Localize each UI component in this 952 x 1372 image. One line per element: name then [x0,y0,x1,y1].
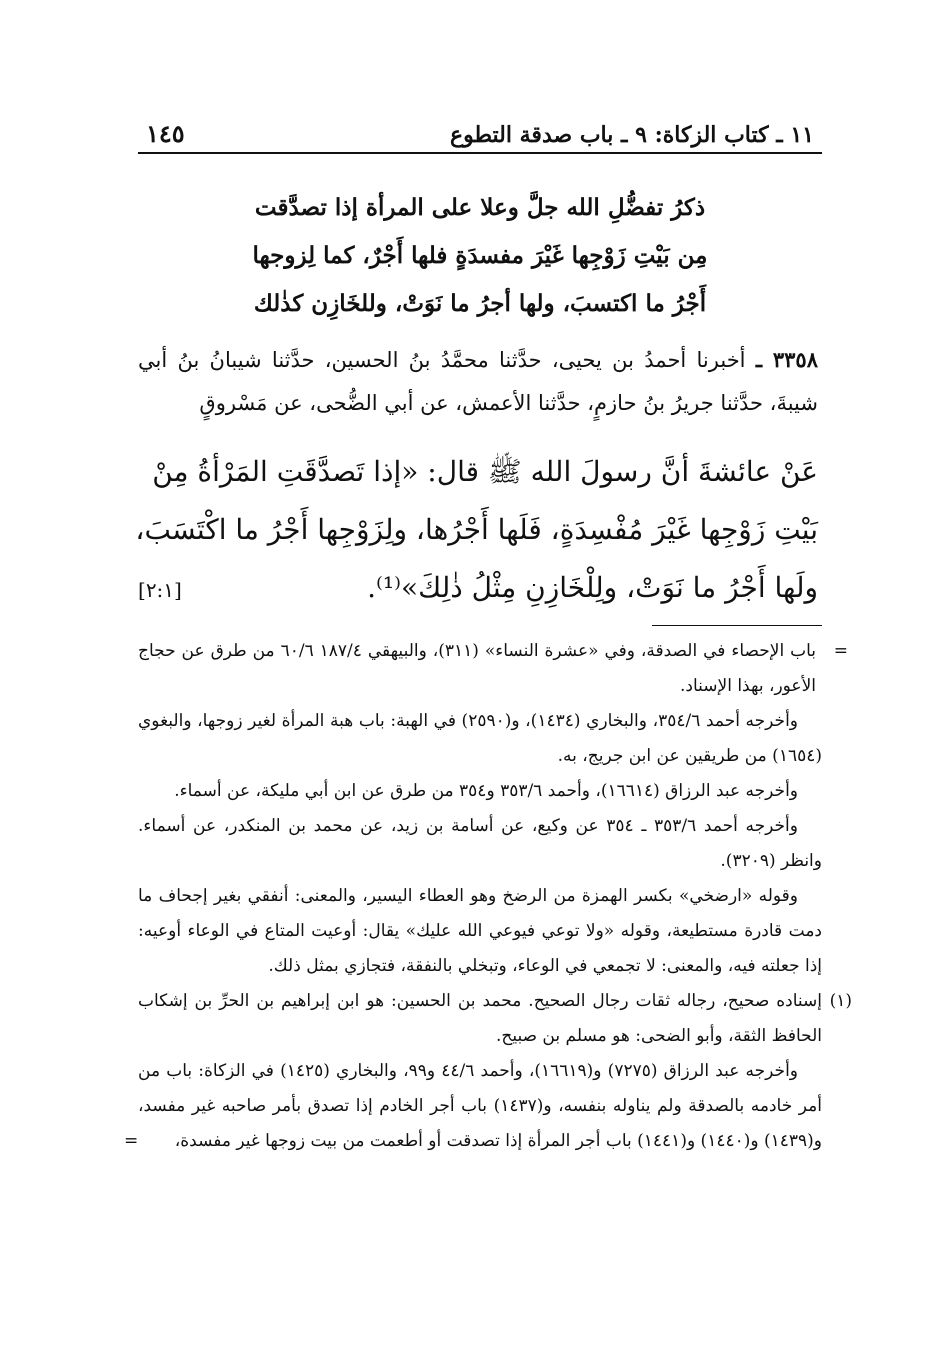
footnote-paragraph [124,1054,822,1159]
matn-line: ولَها أَجْرُ ما نَوَتْ، ولِلْخَازِنِ مِثْلُ ذٰلِكَ»⁽¹⁾. [367,571,818,604]
chapter-title-line: أَجْرُ ما اكتسبَ، ولها أجرُ ما نَوَتْ، وللخَازِن كذٰلك [253,290,707,317]
matn-line: بَيْتِ زَوْجِها غَيْرَ مُفْسِدَةٍ، فَلَها أَجْرُها، ولِزَوْجِها أَجْرُ ما اكْتَسَبَ، [135,513,818,546]
matn-line: عَنْ عائشةَ أنَّ رسولَ الله ﷺ قال: «إذا تَصدَّقَتِ المَرْأةُ مِنْ [152,455,818,488]
footnote-1 [138,984,852,1054]
footnote-paragraph: وأخرجه عبد الرزاق (١٦٦١٤)، وأحمد ٣٥٣/٦ و٣٥٤ من طرق عن ابن أبي مليكة، عن أسماء. [174,781,798,801]
chapter-title-line: مِن بَيْتِ زَوْجِها غَيْرَ مفسدَةٍ فلها أَجْرٌ، كما لِزوجها [252,242,708,269]
matn-last-line [138,559,818,619]
footnote-continuation [138,634,848,704]
footnote-paragraph: وأخرجه أحمد ٣٥٤/٦، والبخاري (١٤٣٤)، و(٢٥٩٠) في الهبة: باب هبة المرأة لغير زوجها، والبغوي (١٦٥٤) من طريقين عن ابن جريج، به. [138,711,822,766]
footnote-text: إسناده صحيح، رجاله ثقات رجال الصحيح. محمد بن الحسين: هو ابن إبراهيم بن الحرِّ بن إشكاب الحافظ الثقة، وأبو الضحى: هو مسلم بن صبيح. [138,991,822,1046]
continuation-marker: = [833,641,848,661]
page [124,108,852,1159]
continuation-marker: = [124,1131,139,1151]
running-header [138,108,822,154]
hadith-chain [138,338,822,425]
footnote-text: باب الإحصاء في الصدقة، وفي «عشرة النساء» (٣١١)، والبيهقي ١٨٧/٤ ٦٠/٦ من طرق عن حجاج الأعور، بهذا الإسناد. [138,641,817,696]
footnote-paragraph: وقوله «ارضخي» بكسر الهمزة من الرضخ وهو العطاء اليسير، والمعنى: أنفقي بغير إجحاف ما دمت قادرة مستطيعة، وقوله «ولا توعي فيوعي الله عليك» يقال: أوعيت المتاع في الوعاء أوعيه: إذا جعلته فيه، والمعنى: لا تجمعي في الوعاء، وتبخلي بالنفقة، فتجازي بمثل ذلك. [138,886,822,976]
chapter-title-line: ذكرُ تفضُّلِ الله جلَّ وعلا على المرأة إذا تصدَّقت [254,194,706,221]
hadith-grade: [٢:١] [138,578,182,602]
footnotes [124,634,852,1159]
footnote-divider [652,625,822,626]
footnote-paragraph: وأخرجه أحمد ٣٥٣/٦ ـ ٣٥٤ عن وكيع، عن أسامة بن زيد، عن محمد بن المنكدر، عن أسماء. وانظر (٣٢٠٩). [138,816,822,871]
running-title: ١١ ـ كتاب الزكاة: ٩ ـ باب صدقة التطوع [449,122,814,148]
isnad-text: أخبرنا أحمدُ بن يحيى، حدَّثنا محمَّدُ بنُ الحسين، حدَّثنا شيبانُ بنُ أبي شيبةَ، حدَّثنا جريرُ بنُ حازمٍ، حدَّثنا الأعمش، عن أبي الضُّحى، عن مَسْروقٍ [138,348,818,415]
hadith-number: ٣٣٥٨ ـ [755,347,818,372]
page-number: ١٤٥ [146,119,185,148]
hadith-matn [135,443,822,619]
chapter-title [138,184,822,328]
footnote-text: وأخرجه عبد الرزاق (٧٢٧٥) و(١٦٦١٩)، وأحمد ٤٤/٦ و٩٩، والبخاري (١٤٢٥) في الزكاة: باب من أمر خادمه بالصدقة ولم يناوله بنفسه، و(١٤٣٧) باب أجر الخادم إذا تصدق بأمر صاحبه غير مفسد، و(١٤٣٩) و(١٤٤٠) و(١٤٤١) باب أجر المرأة إذا تصدقت أو أطعمت من بيت زوجها غير مفسدة، [138,1061,822,1151]
footnote-1-label: (١) [829,991,852,1011]
